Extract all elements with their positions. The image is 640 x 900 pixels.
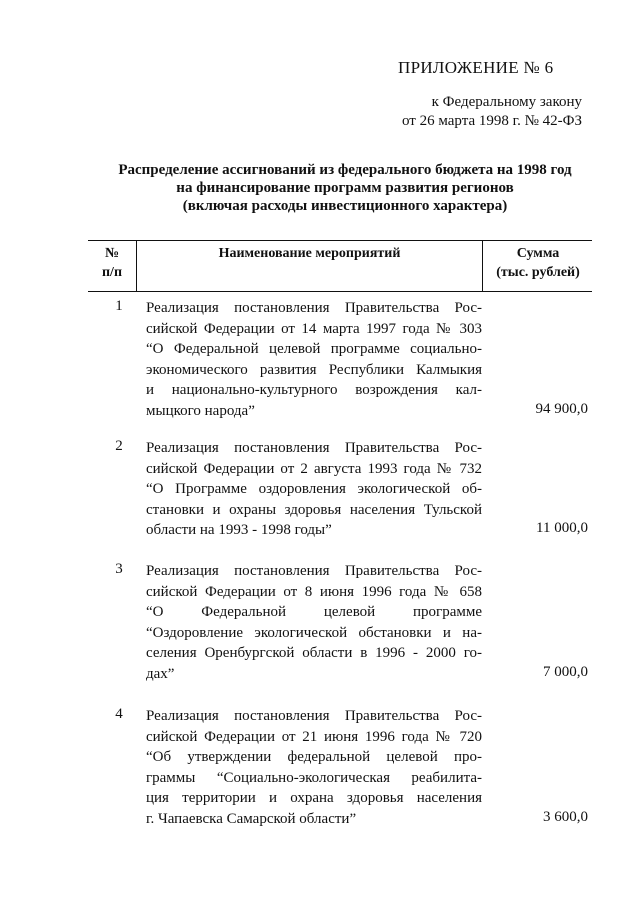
table-header <box>88 240 592 292</box>
row-description-line: “Оздоровление экологической обстановки и на- <box>146 624 482 641</box>
row-number: 4 <box>115 706 123 722</box>
row-description <box>146 706 482 829</box>
row-description <box>146 561 482 684</box>
row-description-line: “О Федеральной целевой программе <box>146 604 482 620</box>
column-header-sum-line: Сумма <box>516 246 560 261</box>
row-description-line: области на 1993 - 1998 годы” <box>146 522 332 538</box>
column-header-name <box>136 241 482 291</box>
document-title <box>80 161 610 215</box>
column-header-name-label: Наименование мероприятий <box>218 246 401 261</box>
row-description-line: сийской Федерации от 14 марта 1997 года № 303 <box>146 320 482 337</box>
row-description-line: и национально-культурного возрождения кал- <box>146 382 482 398</box>
row-description-line: мыцкого народа” <box>146 402 255 419</box>
document-title-line: (включая расходы инвестиционного характера) <box>182 198 508 214</box>
row-description-line: сийской Федерации от 8 июня 1996 года № 658 <box>146 583 482 600</box>
document-title-line: Распределение ассигнований из федерального бюджета на 1998 год <box>118 162 572 178</box>
row-number: 3 <box>115 561 123 577</box>
row-description-line: “Об утверждении федеральной целевой про- <box>146 749 482 765</box>
row-description-line: Реализация постановления Правительства Рос- <box>146 440 482 456</box>
row-description <box>146 298 482 421</box>
law-reference-line: от 26 марта 1998 г. № 42-ФЗ <box>402 113 582 129</box>
row-description-line: г. Чапаевска Самарской области” <box>146 810 357 827</box>
column-header-number <box>88 241 136 291</box>
law-reference-line: к Федеральному закону <box>431 94 582 110</box>
row-description-line: Реализация постановления Правительства Рос- <box>146 563 482 579</box>
law-reference <box>376 93 582 131</box>
row-description-line: сийской Федерации от 21 июня 1996 года № 720 <box>146 728 482 745</box>
row-description-line: Реализация постановления Правительства Рос- <box>146 708 482 724</box>
row-description-line: экономического развития Республики Калмыкия <box>146 361 482 378</box>
row-description-line: “О Федеральной целевой программе социально- <box>146 341 482 357</box>
row-sum: 11 000,0 <box>536 520 588 536</box>
row-description <box>146 438 482 541</box>
column-header-number-line: п/п <box>101 265 123 280</box>
row-sum: 3 600,0 <box>543 808 588 825</box>
row-sum: 94 900,0 <box>535 400 588 417</box>
row-sum: 7 000,0 <box>543 663 588 680</box>
row-description-line: ция территории и охрана здоровья населения <box>146 790 482 806</box>
column-header-sum-line: (тыс. рублей) <box>496 265 580 280</box>
row-description-line: дах” <box>146 665 175 682</box>
row-description-line: граммы “Социально-экологическая реабилита- <box>146 769 482 786</box>
row-description-line: становки и охраны здоровья населения Тульской <box>146 501 482 518</box>
column-header-number-line: № <box>104 246 120 261</box>
row-description-line: селения Оренбургской области в 1996 - 2000 го- <box>146 645 482 661</box>
row-description-line: Реализация постановления Правительства Рос- <box>146 300 482 316</box>
appendix-title: ПРИЛОЖЕНИЕ № 6 <box>398 58 554 77</box>
row-number: 2 <box>115 438 123 454</box>
column-header-sum <box>482 241 593 291</box>
document-title-line: на финансирование программ развития регионов <box>176 180 514 196</box>
row-description-line: “О Программе оздоровления экологической об- <box>146 481 482 497</box>
row-number: 1 <box>115 298 123 314</box>
row-description-line: сийской Федерации от 2 августа 1993 года № 732 <box>146 460 482 477</box>
